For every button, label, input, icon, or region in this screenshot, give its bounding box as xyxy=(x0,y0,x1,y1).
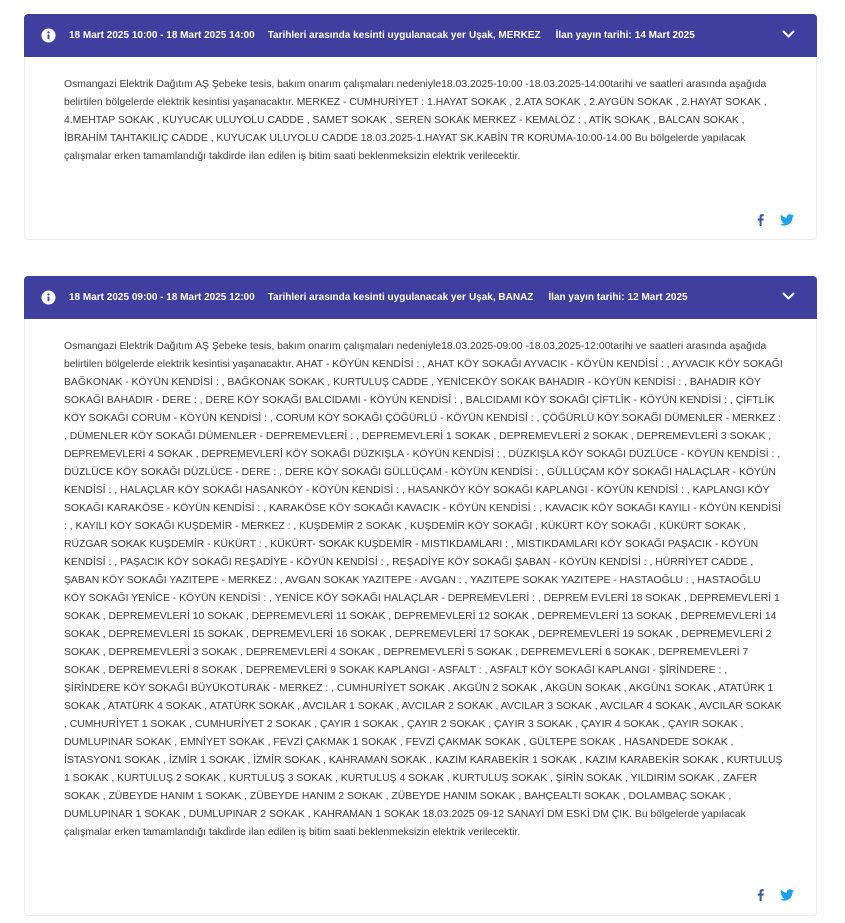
notice-published-date: 14 Mart 2025 xyxy=(634,30,695,41)
twitter-icon[interactable] xyxy=(780,214,794,226)
chevron-down-icon[interactable] xyxy=(782,29,795,39)
notice-date-range: 18 Mart 2025 09:00 - 18 Mart 2025 12:00 xyxy=(69,292,255,303)
notice-location: Uşak, BANAZ xyxy=(468,292,534,303)
outage-notice-card xyxy=(24,14,817,240)
info-circle-icon xyxy=(41,290,56,305)
notice-header[interactable] xyxy=(24,14,817,57)
notice-date-range: 18 Mart 2025 10:00 - 18 Mart 2025 14:00 xyxy=(69,30,255,41)
notice-body: Osmangazi Elektrik Dağıtım AŞ Şebeke tesis, bakım onarım çalışmaları nedeniyle18.03.2025-09:00 -18.03.2025-12:00tarihi ve saatleri arasında aşağıda belirtilen bölgelerde elektrik kesintisi yaşanacaktır. AHAT - KÖYÜN KENDİSİ : , AHAT KÖY SOKAĞI AYVACIK - KÖYÜN KENDİSİ : , AYVACIK KÖY SOKAĞI BAĞKONAK - KÖYÜN KENDİSİ : , BAĞKONAK SOKAK , KURTULUŞ CADDE , YENİCEKÖY SOKAK BAHADIR - KÖYÜN KENDİSİ : , BAHADIR KÖY SOKAĞI BAHADIR - DERE : , DERE KÖY SOKAĞI BALCIDAMI - KÖYÜN KENDİSİ : , BALCIDAMI KÖY SOKAĞI ÇİFTLİK - KÖYÜN KENDİSİ : , ÇİFTLİK KÖY SOKAĞI CORUM - KÖYÜN KENDİSİ : , CORUM KÖY SOKAĞI ÇÖĞÜRLÜ - KÖYÜN KENDİSİ : , ÇÖĞÜRLÜ KÖY SOKAĞI DÜMENLER - MERKEZ : , DÜMENLER KÖY SOKAĞI DÜMENLER - DEPREMEVLERİ : , DEPREMEVLERİ 1 SOKAK , DEPREMEVLERİ 2 SOKAK , DEPREMEVLERİ 3 SOKAK , DEPREMEVLERİ 4 SOKAK , DEPREMEVLERİ KÖY SOKAĞI DÜZKIŞLA - KÖYÜN KENDİSİ : , DÜZKIŞLA KÖY SOKAĞI DÜZLÜCE - KÖYÜN KENDİSİ : , DÜZLÜCE KÖY SOKAĞI DÜZLÜCE - DERE : , DERE KÖY SOKAĞI GÜLLÜÇAM - KÖYÜN KENDİSİ : , GÜLLÜÇAM KÖY SOKAĞI HALAÇLAR - KÖYÜN KENDİSİ : , HALAÇLAR KÖY SOKAĞI HASANKÖY - KÖYÜN KENDİSİ : , HASANKÖY KÖY SOKAĞI KAPLANGI - KÖYÜN KENDİSİ : , KAPLANGI KÖY SOKAĞI KARAKÖSE - KÖYÜN KENDİSİ : , KARAKÖSE KÖY SOKAĞI KAVACIK - KÖYÜN KENDİSİ : , KAVACIK KÖY SOKAĞI KAYILI - KÖYÜN KENDİSİ : , KAYILI KÖY SOKAĞI KUŞDEMİR - MERKEZ : , KUŞDEMİR 2 SOKAK , KUŞDEMİR KÖY SOKAĞI , KÜKÜRT KÖY SOKAĞI , KÜKÜRT SOKAK , RÜZGAR SOKAK KUŞDEMİR - KÜKÜRT : , KÜKÜRT- SOKAK KUŞDEMİR - MISTIKDAMLARI : , MISTIKDAMLARI KÖY SOKAĞI PAŞACIK - KÖYÜN KENDİSİ : , PAŞACIK KÖY SOKAĞI REŞADİYE - KÖYÜN KENDİSİ : , REŞADİYE KÖY SOKAĞI ŞABAN - KÖYÜN KENDİSİ : , HÜRRİYET CADDE , ŞABAN KÖY SOKAĞI YAZITEPE - MERKEZ : , AVGAN SOKAK YAZITEPE - AVGAN : , YAZITEPE SOKAK YAZITEPE - HASTAOĞLU : , HASTAOĞLU KÖY SOKAĞI YENİCE - KÖYÜN KENDİSİ : , YENİCE KÖY SOKAĞI HALAÇLAR - DEPREMEVLERİ : , DEPREM EVLERİ 18 SOKAK , DEPREMEVLERİ 1 SOKAK , DEPREMEVLERİ 10 SOKAK , DEPREMEVLERİ 11 SOKAK , DEPREMEVLERİ 12 SOKAK , DEPREMEVLERİ 13 SOKAK , DEPREMEVLERİ 14 SOKAK , DEPREMEVLERİ 15 SOKAK , DEPREMEVLERİ 16 SOKAK , DEPREMEVLERİ 17 SOKAK , DEPREMEVLERİ 19 SOKAK , DEPREMEVLERİ 2 SOKAK , DEPREMEVLERİ 3 SOKAK , DEPREMEVLERİ 4 SOKAK , DEPREMEVLERİ 5 SOKAK , DEPREMEVLERİ 6 SOKAK , DEPREMEVLERİ 7 SOKAK , DEPREMEVLERİ 8 SOKAK , DEPREMEVLERİ 9 SOKAK KAPLANGI - ASFALT : , ASFALT KÖY SOKAĞI KAPLANGI - ŞİRİNDERE : , ŞİRİNDERE KÖY SOKAĞI BÜYÜKOTURAK - MERKEZ : , CUMHURİYET SOKAK , AKGÜN 2 SOKAK , AKGÜN SOKAK , AKGÜN1 SOKAK , ATATÜRK 1 SOKAK , ATATÜRK 4 SOKAK , ATATÜRK SOKAK , AVCILAR 1 SOKAK , AVCILAR 2 SOKAK , AVCILAR 3 SOKAK , AVCILAR 4 SOKAK , AVCILAR SOKAK , CUMHURİYET 1 SOKAK , CUMHURİYET 2 SOKAK , ÇAYIR 1 SOKAK , ÇAYIR 2 SOKAK , ÇAYIR 3 SOKAK , ÇAYIR 4 SOKAK , ÇAYIR SOKAK , DUMLUPINAR SOKAK , EMNİYET SOKAK , FEVZİ ÇAKMAK 1 SOKAK , FEVZİ ÇAKMAK SOKAK , GÜLTEPE SOKAK , HASANDEDE SOKAK , İSTASYON1 SOKAK , İZMİR 1 SOKAK , İZMİR SOKAK , KAHRAMAN SOKAK , KAZIM KARABEKİR 1 SOKAK , KAZIM KARABEKİR SOKAK , KURTULUŞ 1 SOKAK , KURTULUŞ 2 SOKAK , KURTULUŞ 3 SOKAK , KURTULUŞ 4 SOKAK , KURTULUŞ SOKAK , ŞİRİN SOKAK , YILDIRIM SOKAK , ZAFER SOKAK , ZÜBEYDE HANIM 1 SOKAK , ZÜBEYDE HANIM 2 SOKAK , ZÜBEYDE HANIM SOKAK , BAHÇEALTI SOKAK , DOLAMBAÇ SOKAK , DUMLUPINAR 1 SOKAK , DUMLUPINAR 2 SOKAK , KAHRAMAN 1 SOKAK 18.03.2025 09-12 SANAYİ DM ESKİ DM ÇIK. Bu bölgelerde yapılacak çalışmalar erken tamamlandığı takdirde ilan edilen iş bitim saati beklenmeksizin elektrik verilecektir. xyxy=(64,341,783,838)
share-links xyxy=(757,214,794,226)
notice-location-label: Tarihleri arasında kesinti uygulanacak yer xyxy=(267,292,466,303)
info-circle-icon xyxy=(41,28,56,43)
notice-header[interactable] xyxy=(24,276,817,319)
notice-location: Uşak, MERKEZ xyxy=(468,30,541,41)
notice-published-label: İlan yayın tarihi: xyxy=(555,30,632,41)
notice-published-date: 12 Mart 2025 xyxy=(627,292,688,303)
notice-published-label: İlan yayın tarihi: xyxy=(548,292,625,303)
twitter-icon[interactable] xyxy=(780,889,794,901)
share-links xyxy=(757,889,794,901)
notice-body: Osmangazi Elektrik Dağıtım AŞ Şebeke tesis, bakım onarım çalışmaları nedeniyle18.03.2025-10:00 -18.03.2025-14:00tarihi ve saatleri arasında aşağıda belirtilen bölgelerde elektrik kesintisi yaşanacaktır. MERKEZ - CUMHURİYET : 1.HAYAT SOKAK , 2.ATA SOKAK , 2.AYGÜN SOKAK , 2.HAYAT SOKAK , 4.MEHTAP SOKAK , KUYUCAK ULUYOLU CADDE , SAMET SOKAK , SEREN SOKAK MERKEZ - KEMALÖZ : , ATİK SOKAK , BALCAN SOKAK , İBRAHİM TAHTAKILIÇ CADDE , KUYUCAK ULUYOLU CADDE 18.03.2025-1.HAYAT SK.KABİN TR KORUMA-10:00-14.00 Bu bölgelerde yapılacak çalışmalar erken tamamlandığı takdirde ilan edilen iş bitim saati beklenmeksizin elektrik verilecektir. xyxy=(64,79,767,162)
notice-location-label: Tarihleri arasında kesinti uygulanacak yer xyxy=(267,30,466,41)
facebook-icon[interactable] xyxy=(757,214,764,226)
outage-notice-card xyxy=(24,276,817,916)
chevron-down-icon[interactable] xyxy=(782,291,795,301)
facebook-icon[interactable] xyxy=(757,889,764,901)
